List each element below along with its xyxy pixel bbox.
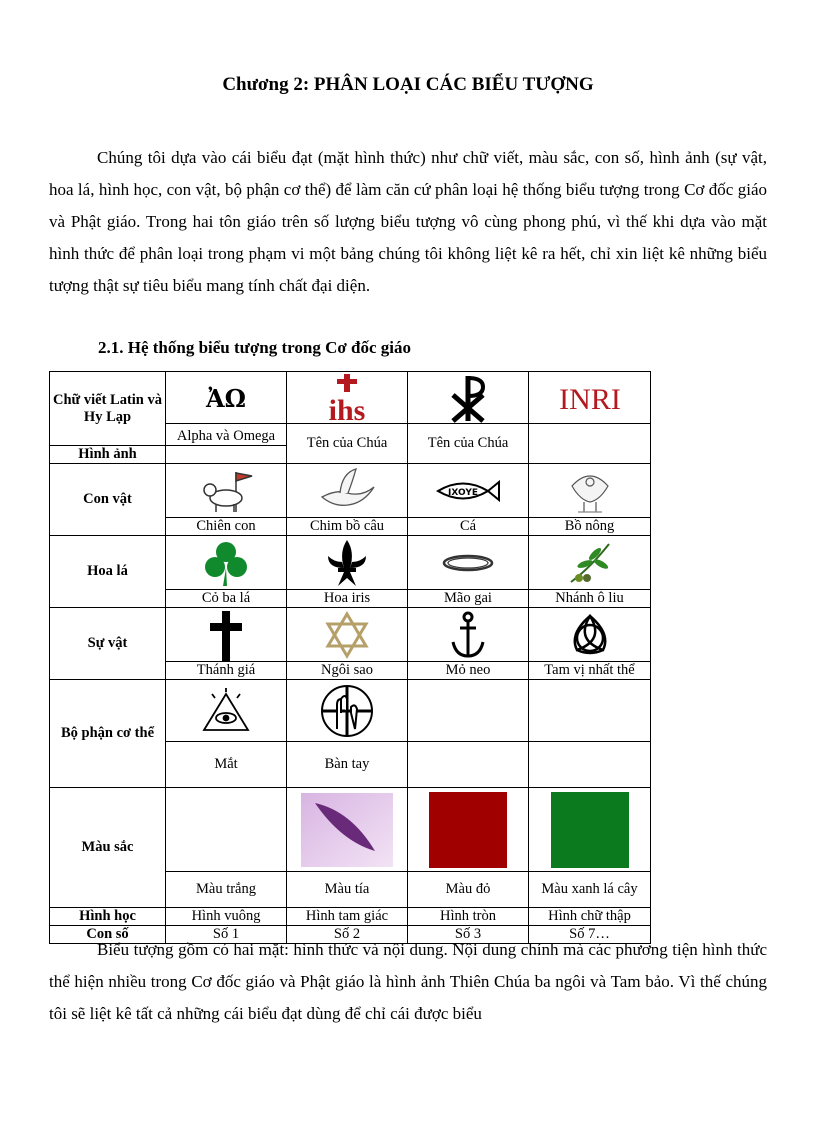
- white-swatch: [166, 788, 287, 872]
- row-header-colors: Màu sắc: [50, 788, 166, 908]
- number-value: Số 3: [408, 926, 529, 944]
- pelican-symbol: [529, 464, 651, 518]
- intro-paragraph: Chúng tôi dựa vào cái biểu đạt (mặt hình thức) như chữ viết, màu sắc, con số, hình ảnh (sự vật, hoa lá, hình học, con vật, bộ phận cơ thể) để làm căn cứ phân loại hệ thống biểu tượng trong Cơ đốc giáo và Phật giáo. Trong hai tôn giáo trên số lượng biểu tượng vô cùng phong phú, vì thế khi dựa vào mặt hình thức để phân loại trong phạm vi một bảng chúng tôi không liệt kê ra hết, chỉ xin liệt kê những biểu tượng thật sự tiêu biểu mang tính chất đại diện.: [49, 148, 767, 295]
- row-header-images: Hình ảnh: [50, 446, 166, 464]
- geometry-value: Hình tam giác: [287, 908, 408, 926]
- green-swatch: [529, 788, 651, 872]
- eye-of-providence-symbol: [166, 680, 287, 742]
- caption: Nhánh ô liu: [529, 590, 651, 608]
- caption: [529, 424, 651, 464]
- symbol-table: [49, 371, 651, 944]
- row-header-animals: Con vật: [50, 464, 166, 536]
- olive-branch-symbol: [529, 536, 651, 590]
- caption: Tam vị nhất thể: [529, 662, 651, 680]
- caption: Mão gai: [408, 590, 529, 608]
- caption: Alpha và Omega: [166, 424, 287, 446]
- blessing-hand-symbol: [287, 680, 408, 742]
- caption: Màu xanh lá cây: [529, 872, 651, 908]
- caption: Màu đỏ: [408, 872, 529, 908]
- caption: Tên của Chúa: [408, 424, 529, 464]
- anchor-symbol: [408, 608, 529, 662]
- caption: Màu tía: [287, 872, 408, 908]
- caption: Hoa iris: [287, 590, 408, 608]
- triquetra-symbol: [529, 608, 651, 662]
- star-of-david-symbol: [287, 608, 408, 662]
- inri-symbol: [529, 372, 651, 424]
- geometry-value: Hình chữ thập: [529, 908, 651, 926]
- row-header-plants: Hoa lá: [50, 536, 166, 608]
- alpha-omega-symbol: [166, 372, 287, 424]
- caption: Tên của Chúa: [287, 424, 408, 464]
- crown-of-thorns-symbol: [408, 536, 529, 590]
- row-header-letters: Chữ viết Latin và Hy Lạp: [50, 372, 166, 446]
- fish-symbol: [408, 464, 529, 518]
- chapter-title: Chương 2: PHÂN LOẠI CÁC BIỂU TƯỢNG: [222, 74, 594, 95]
- caption: Bàn tay: [287, 742, 408, 788]
- caption: Mắt: [166, 742, 287, 788]
- number-value: Số 1: [166, 926, 287, 944]
- shamrock-symbol: [166, 536, 287, 590]
- geometry-value: Hình tròn: [408, 908, 529, 926]
- ihs-symbol: [287, 372, 408, 424]
- alpha-omega-glyph: ἈΩ: [206, 383, 246, 413]
- number-value: Số 7…: [529, 926, 651, 944]
- cross-symbol: [166, 608, 287, 662]
- row-header-objects: Sự vật: [50, 608, 166, 680]
- caption: Thánh giá: [166, 662, 287, 680]
- ihs-glyph: ihs: [328, 393, 366, 423]
- row-header-body-parts: Bộ phận cơ thể: [50, 680, 166, 788]
- purple-swatch: [287, 788, 408, 872]
- caption: Chim bồ câu: [287, 518, 408, 536]
- caption: Bồ nông: [529, 518, 651, 536]
- row-header-numbers: Con số: [50, 926, 166, 944]
- caption: Cỏ ba lá: [166, 590, 287, 608]
- section-heading: 2.1. Hệ thống biểu tượng trong Cơ đốc giáo: [98, 338, 412, 357]
- geometry-value: Hình vuông: [166, 908, 287, 926]
- row-header-geometry: Hình học: [50, 908, 166, 926]
- caption: Cá: [408, 518, 529, 536]
- ichthys-text: IXOYE: [448, 487, 478, 498]
- chi-rho-symbol: [408, 372, 529, 424]
- caption: Màu trắng: [166, 872, 287, 908]
- caption: [408, 742, 529, 788]
- caption: Chiên con: [166, 518, 287, 536]
- dove-symbol: [287, 464, 408, 518]
- caption: [529, 742, 651, 788]
- caption: Mỏ neo: [408, 662, 529, 680]
- fleur-de-lis-symbol: [287, 536, 408, 590]
- lamb-symbol: [166, 464, 287, 518]
- closing-paragraph: Biểu tượng gồm có hai mặt: hình thức và nội dung. Nội dung chính mà các phương tiện hình thức thể hiện nhiều trong Cơ đốc giáo và Phật giáo là hình ảnh Thiên Chúa ba ngôi và Tam bảo. Vì thế chúng tôi sẽ liệt kê tất cả những cái biểu đạt dùng để chỉ cái được biểu: [49, 940, 767, 1023]
- number-value: Số 2: [287, 926, 408, 944]
- inri-glyph: INRI: [558, 382, 621, 416]
- caption: Ngôi sao: [287, 662, 408, 680]
- red-swatch: [408, 788, 529, 872]
